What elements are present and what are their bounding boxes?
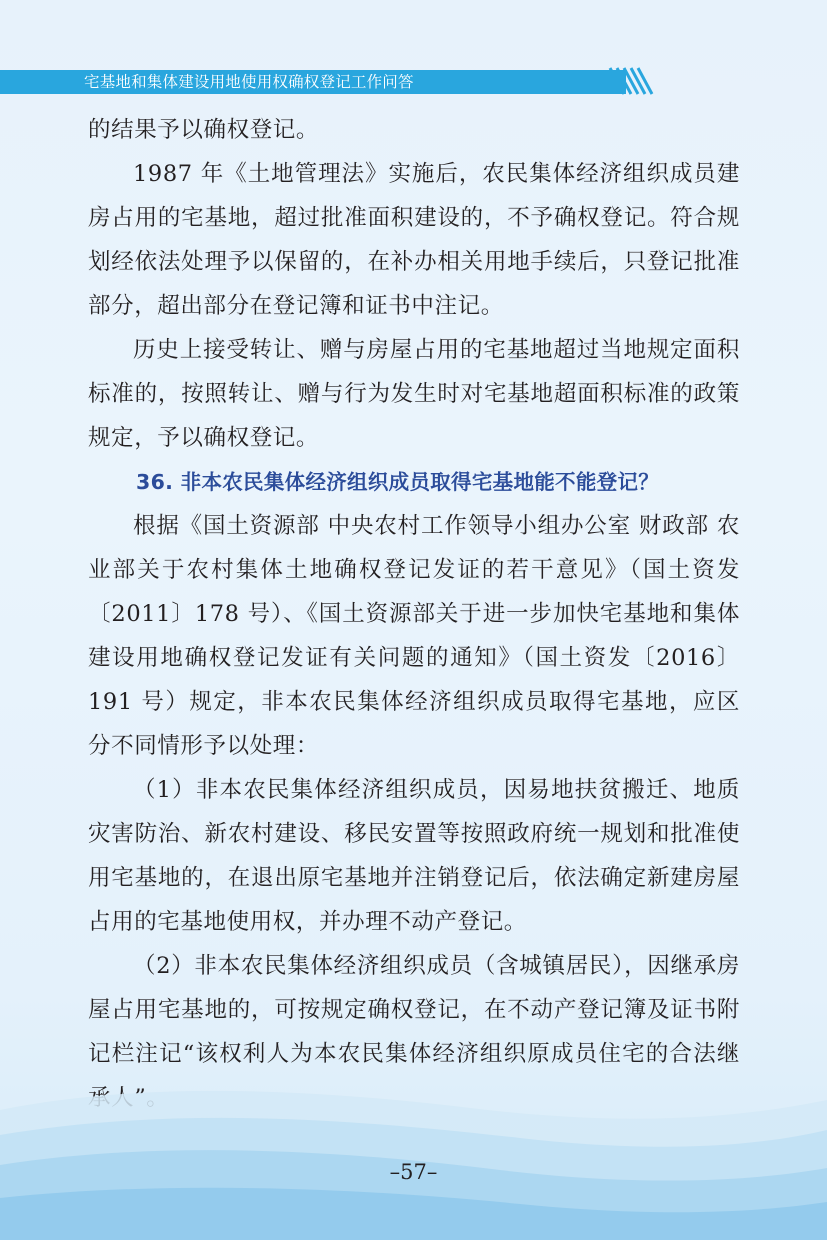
running-header-title: 宅基地和集体建设用地使用权确权登记工作问答 xyxy=(84,73,414,91)
paragraph-continuation: 的结果予以确权登记。 xyxy=(88,117,320,143)
page-number: –57– xyxy=(389,1160,438,1184)
list-item-paragraph: （1）非本农民集体经济组织成员，因易地扶贫搬迁、地质灾害防治、新农村建设、移民安置等按照政府统一规划和批准使用宅基地的，在退出原宅基地并注销登记后，依法确定新建房屋占用的宅基地使用权，并办理不动产登记。 xyxy=(88,777,740,935)
list-item-paragraph: （2）非本农民集体经济组织成员（含城镇居民），因继承房屋占用宅基地的，可按规定确权登记，在不动产登记簿及证书附记栏注记“该权利人为本农民集体经济组织原成员住宅的合法继 xyxy=(88,953,740,1067)
diagonal-stripes-icon xyxy=(608,66,654,96)
page-body xyxy=(88,108,740,1120)
paragraph: 1987 年《土地管理法》实施后，农民集体经济组织成员建房占用的宅基地，超过批准面积建设的，不予确权登记。符合规划经依法处理予以保留的，在补办相关用地手续后，只登记批准部分，超出部分在登记簿和证书中注记。 xyxy=(88,161,740,319)
section-heading: 36. 非本农民集体经济组织成员取得宅基地能不能登记？ xyxy=(136,470,660,494)
paragraph: 历史上接受转让、赠与房屋占用的宅基地超过当地规定面积标准的，按照转让、赠与行为发生时对宅基地超面积标准的政策规定，予以确权登记。 xyxy=(88,337,740,451)
paragraph: 根据《国土资源部 中央农村工作领导小组办公室 财政部 农业部关于农村集体土地确权登记发证的若干意见》（国土资发〔2011〕178 号）、《国土资源部关于进一步加快宅基地和集体建设用地确权登记发证有关问题的通知》（国土资发〔2016〕191 号）规定，非本农民集体经济组织成员取得宅基地，应区分不同情形予以处理： xyxy=(88,513,740,759)
